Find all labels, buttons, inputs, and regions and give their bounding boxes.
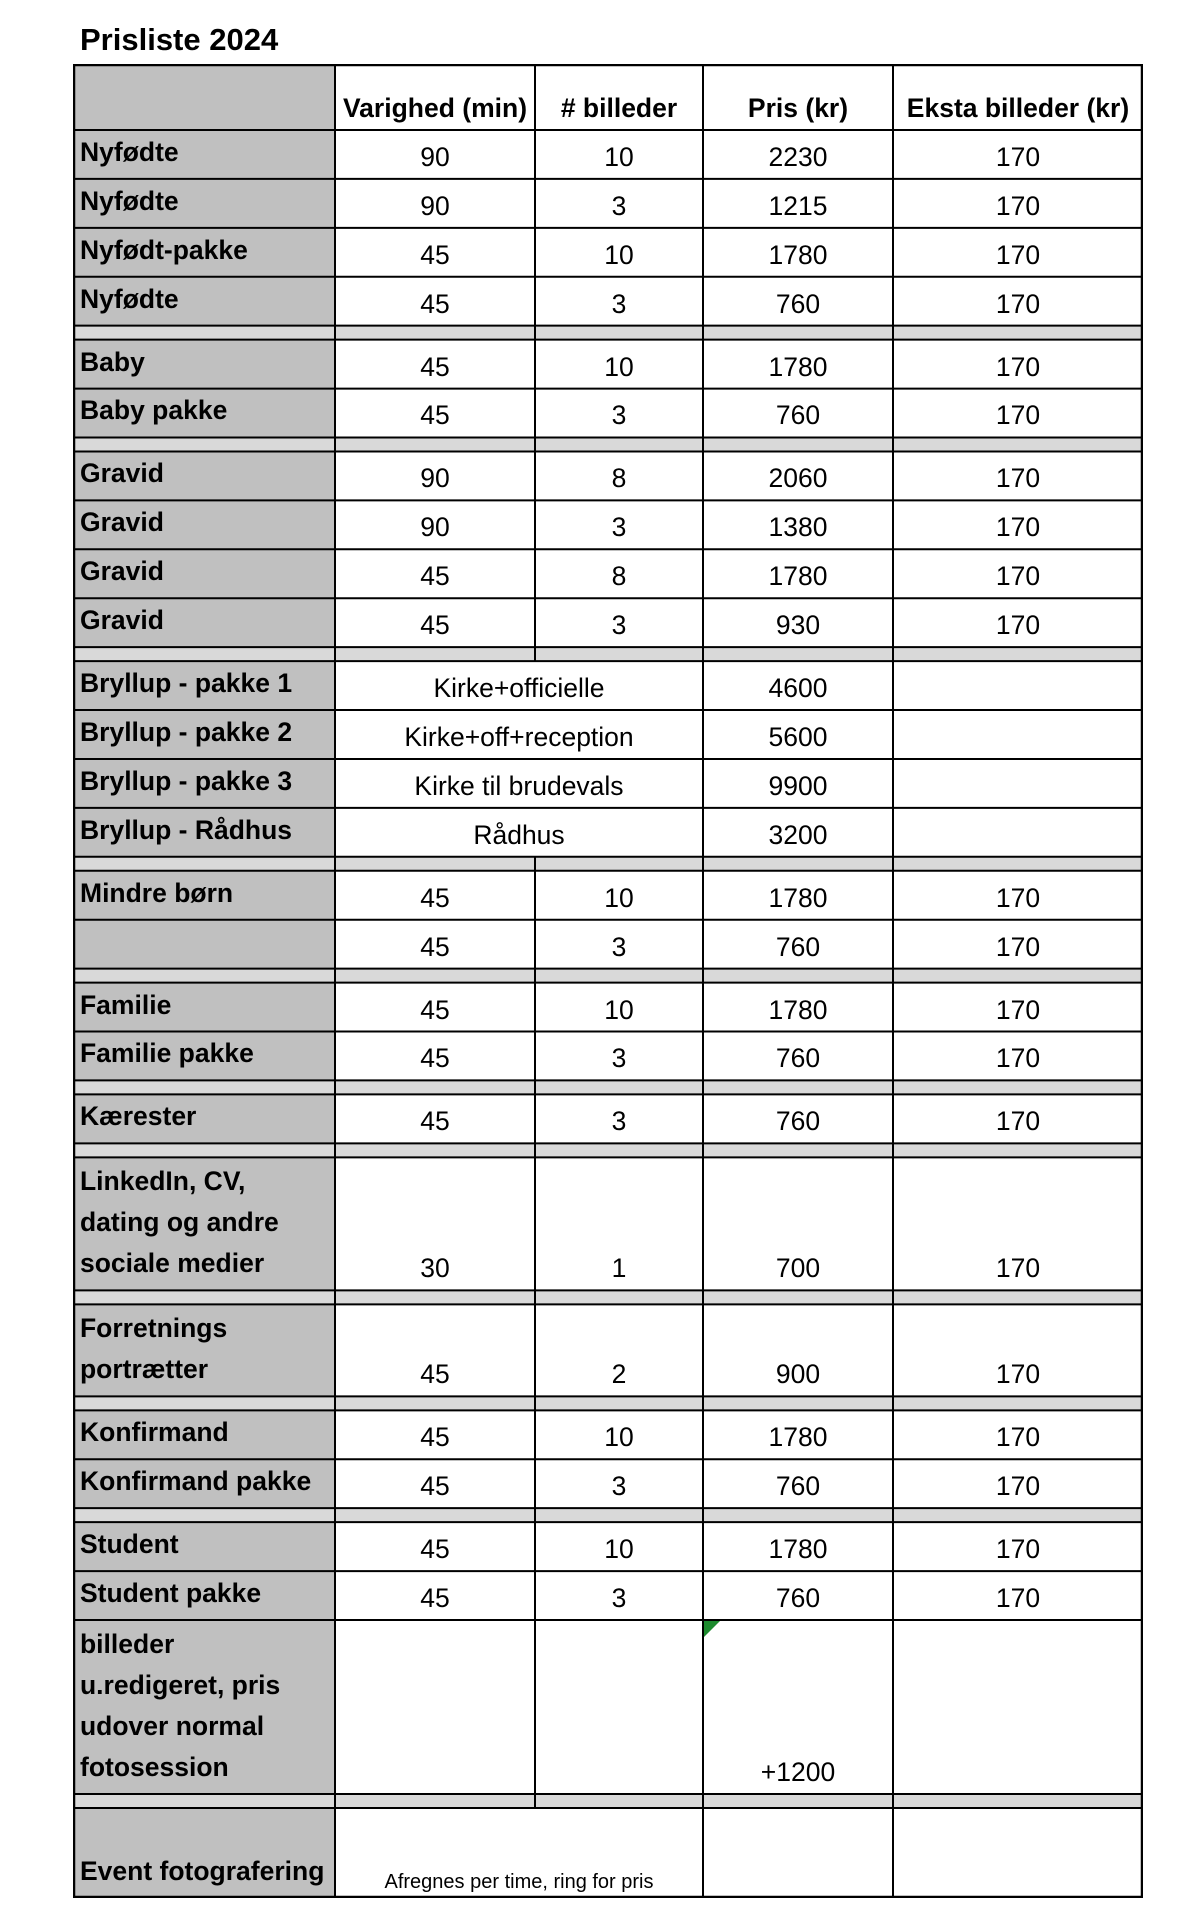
spacer-row	[73, 1143, 1143, 1157]
row-label: Gravid	[80, 605, 164, 636]
varighed-cell: 45	[420, 1422, 450, 1453]
varighed-cell: 45	[420, 1043, 450, 1074]
ekstra-cell: 170	[995, 931, 1041, 962]
spacer-row	[73, 647, 1143, 661]
row-label: Student pakke	[80, 1577, 262, 1608]
ekstra-cell: 170	[995, 1422, 1041, 1453]
ekstra-cell	[893, 808, 1143, 857]
pris-cell: 5600	[768, 721, 828, 752]
billeder-cell: 10	[604, 141, 634, 172]
pris-cell: 1215	[768, 190, 828, 221]
package-description: Rådhus	[473, 819, 565, 850]
row-label: Student	[80, 1529, 179, 1560]
pris-cell: 2060	[768, 463, 828, 494]
ekstra-cell: 170	[995, 351, 1041, 382]
spacer-row	[73, 1080, 1143, 1094]
ekstra-cell	[893, 759, 1143, 808]
spacer-row	[73, 857, 1143, 871]
billeder-cell: 3	[611, 610, 627, 641]
varighed-cell: 45	[420, 1534, 450, 1565]
varighed-cell: 45	[420, 400, 450, 431]
pris-cell: 1780	[768, 561, 828, 592]
pris-cell: 3200	[768, 819, 828, 850]
ekstra-cell: 170	[995, 239, 1041, 270]
varighed-cell: 45	[420, 882, 450, 913]
billeder-cell: 2	[611, 1359, 627, 1390]
ekstra-cell: 170	[995, 1359, 1041, 1390]
row-label: Bryllup - Rådhus	[80, 814, 293, 845]
ekstra-cell	[893, 710, 1143, 759]
pris-cell: 1380	[768, 512, 828, 543]
ekstra-cell: 170	[995, 463, 1041, 494]
row-label: Baby pakke	[80, 395, 228, 426]
spacer-row	[73, 1290, 1143, 1304]
spacer-row	[73, 1508, 1143, 1522]
ekstra-cell: 170	[995, 512, 1041, 543]
varighed-cell	[335, 1620, 535, 1794]
billeder-cell	[535, 1620, 703, 1794]
billeder-cell: 3	[611, 1582, 627, 1613]
varighed-cell: 45	[420, 561, 450, 592]
header-varighed: Varighed (min)	[342, 93, 528, 123]
ekstra-cell: 170	[995, 1106, 1041, 1137]
ekstra-cell	[893, 1620, 1143, 1794]
row-label: Mindre børn	[80, 877, 234, 908]
billeder-cell: 10	[604, 1534, 634, 1565]
varighed-cell: 45	[420, 1471, 450, 1502]
pris-cell: 930	[775, 610, 821, 641]
billeder-cell: 3	[611, 931, 627, 962]
pris-cell: +1200	[760, 1757, 836, 1787]
row-label: Baby	[80, 346, 145, 377]
row-label: Konfirmand	[80, 1417, 229, 1448]
row-label: Bryllup - pakke 2	[80, 716, 293, 747]
page-title: Prisliste 2024	[80, 22, 279, 57]
header-label-fill	[73, 64, 335, 130]
pris-cell: 4600	[768, 673, 828, 704]
header-billeder: # billeder	[560, 93, 678, 123]
billeder-cell: 3	[611, 512, 627, 543]
spacer-row	[73, 1794, 1143, 1808]
varighed-cell: 90	[420, 141, 450, 172]
pris-cell: 1780	[768, 994, 828, 1025]
row-label: Familie pakke	[80, 1038, 254, 1069]
pris-cell: 760	[775, 288, 821, 319]
ekstra-cell: 170	[995, 141, 1041, 172]
price-table	[73, 64, 1143, 1898]
varighed-cell: 45	[420, 1106, 450, 1137]
pris-cell: 1780	[768, 351, 828, 382]
ekstra-cell: 170	[995, 1471, 1041, 1502]
row-label	[73, 920, 335, 969]
pris-cell: 700	[775, 1253, 821, 1284]
header-pris: Pris (kr)	[747, 93, 849, 123]
package-description: Kirke+officielle	[433, 673, 605, 704]
pris-cell: 760	[775, 1582, 821, 1613]
varighed-cell: 45	[420, 1582, 450, 1613]
ekstra-cell: 170	[995, 190, 1041, 221]
row-label: Forretnings portrætter	[80, 1313, 228, 1385]
billeder-cell: 1	[611, 1253, 627, 1284]
varighed-cell: 90	[420, 463, 450, 494]
row-label: Gravid	[80, 458, 164, 489]
varighed-cell: 45	[420, 994, 450, 1025]
billeder-cell: 3	[611, 1043, 627, 1074]
billeder-cell: 3	[611, 1106, 627, 1137]
event-note: Afregnes per time, ring for pris	[384, 1871, 654, 1893]
ekstra-cell: 170	[995, 400, 1041, 431]
varighed-cell: 45	[420, 1359, 450, 1390]
spacer-row	[73, 1396, 1143, 1410]
pris-cell: 760	[775, 1471, 821, 1502]
row-label: Bryllup - pakke 1	[80, 668, 293, 699]
billeder-cell: 10	[604, 882, 634, 913]
billeder-cell: 8	[611, 561, 627, 592]
ekstra-cell: 170	[995, 610, 1041, 641]
ekstra-cell: 170	[995, 1253, 1041, 1284]
pris-cell: 760	[775, 400, 821, 431]
row-label: Familie	[80, 989, 172, 1020]
pris-cell	[703, 1808, 893, 1898]
ekstra-cell: 170	[995, 994, 1041, 1025]
pris-cell: 1780	[768, 239, 828, 270]
ekstra-cell	[893, 1808, 1143, 1898]
row-label: Kærester	[80, 1101, 197, 1132]
row-label: Nyfødte	[80, 283, 179, 314]
billeder-cell: 3	[611, 1471, 627, 1502]
row-label: Nyfødt-pakke	[80, 234, 248, 265]
pris-cell: 9900	[768, 770, 828, 801]
row-label: billeder u.redigeret, pris udover normal fotosession	[80, 1629, 281, 1782]
billeder-cell: 10	[604, 351, 634, 382]
pris-cell: 2230	[768, 141, 828, 172]
pris-cell: 760	[775, 1106, 821, 1137]
varighed-cell: 30	[420, 1253, 450, 1284]
pris-cell: 1780	[768, 1422, 828, 1453]
spacer-row	[73, 326, 1143, 340]
varighed-cell: 90	[420, 190, 450, 221]
row-label: Konfirmand pakke	[80, 1466, 312, 1497]
ekstra-cell: 170	[995, 1534, 1041, 1565]
varighed-cell: 45	[420, 610, 450, 641]
package-description: Kirke+off+reception	[404, 721, 634, 752]
varighed-cell: 45	[420, 288, 450, 319]
row-label: Bryllup - pakke 3	[80, 765, 293, 796]
pris-cell: 1780	[768, 1534, 828, 1565]
pris-cell: 1780	[768, 882, 828, 913]
row-label: Nyfødte	[80, 136, 179, 167]
spacer-row	[73, 437, 1143, 451]
billeder-cell: 3	[611, 400, 627, 431]
row-label: Nyfødte	[80, 185, 179, 216]
row-label: Gravid	[80, 507, 164, 538]
varighed-cell: 45	[420, 931, 450, 962]
package-description: Kirke til brudevals	[414, 770, 624, 801]
billeder-cell: 10	[604, 239, 634, 270]
ekstra-cell: 170	[995, 882, 1041, 913]
row-label: LinkedIn, CV, dating og andre sociale medier	[80, 1166, 279, 1279]
billeder-cell: 10	[604, 994, 634, 1025]
varighed-cell: 45	[420, 351, 450, 382]
header-ekstra: Eksta billeder (kr)	[906, 93, 1130, 123]
ekstra-cell: 170	[995, 561, 1041, 592]
ekstra-cell: 170	[995, 1043, 1041, 1074]
billeder-cell: 3	[611, 288, 627, 319]
billeder-cell: 8	[611, 463, 627, 494]
varighed-cell: 45	[420, 239, 450, 270]
ekstra-cell: 170	[995, 1582, 1041, 1613]
ekstra-cell: 170	[995, 288, 1041, 319]
ekstra-cell	[893, 661, 1143, 710]
billeder-cell: 3	[611, 190, 627, 221]
row-label: Event fotografering	[80, 1856, 325, 1886]
varighed-cell: 90	[420, 512, 450, 543]
billeder-cell: 10	[604, 1422, 634, 1453]
pris-cell: 760	[775, 1043, 821, 1074]
pris-cell: 900	[775, 1359, 821, 1390]
pris-cell: 760	[775, 931, 821, 962]
row-label: Gravid	[80, 556, 164, 587]
spacer-row	[73, 969, 1143, 983]
